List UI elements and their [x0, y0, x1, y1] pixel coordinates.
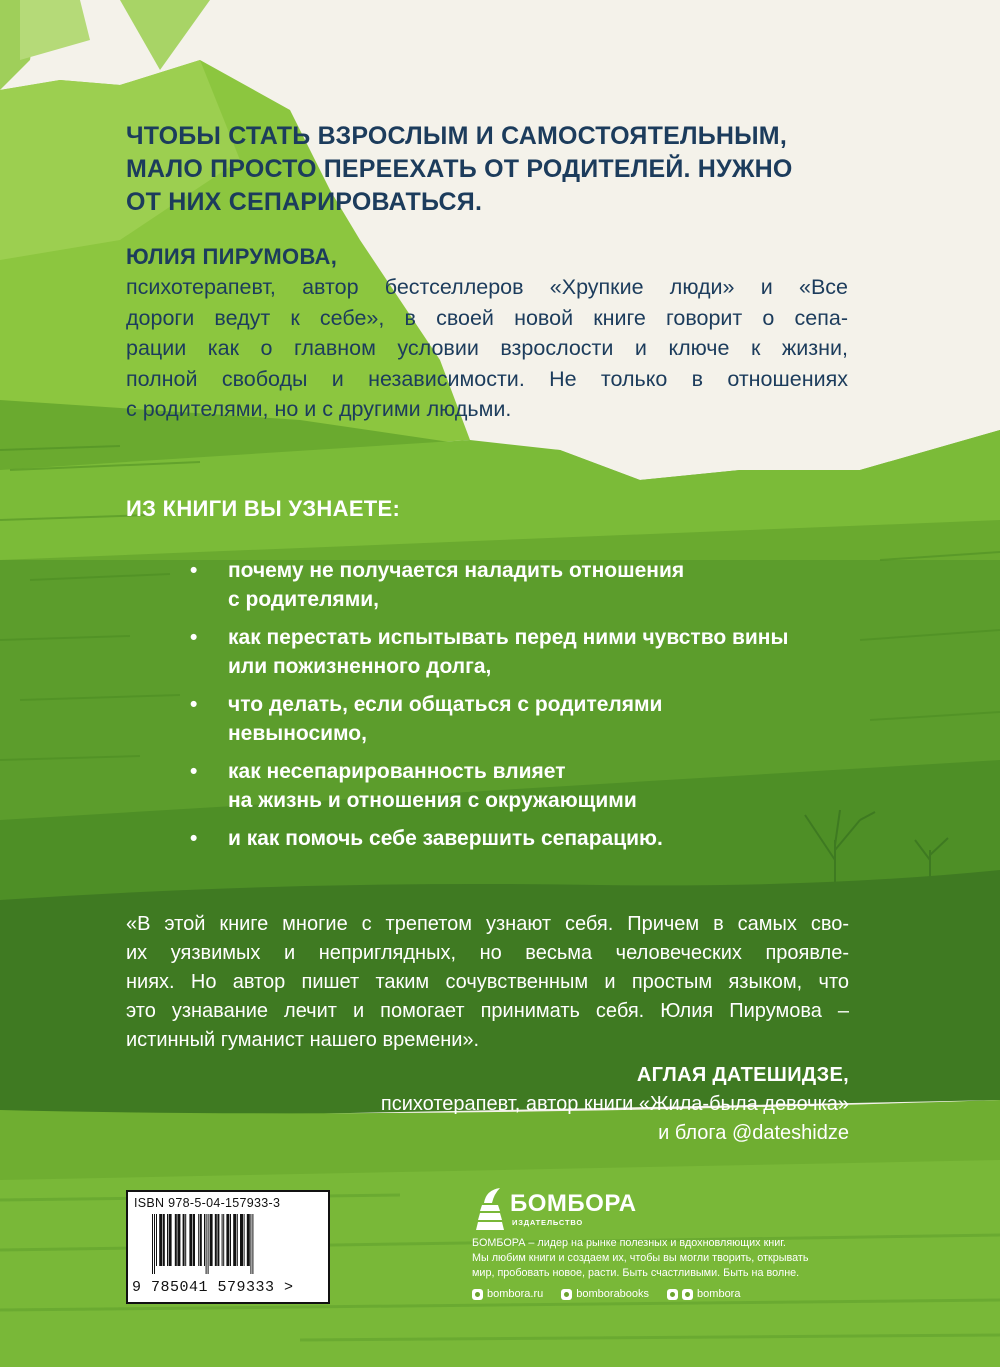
learn-list-item: [190, 556, 890, 614]
social-label: bombora.ru: [487, 1288, 544, 1300]
bombora-logo-icon: [472, 1186, 508, 1230]
publisher-sub: ИЗДАТЕЛЬСТВО: [512, 1218, 583, 1227]
publisher-description-line: Мы любим книги и создаем их, чтобы вы могли творить, открывать: [472, 1252, 809, 1264]
quote-line: их уязвимых и неприглядных, но весьма человеческих проявле-: [126, 942, 849, 964]
author-bio-line: психотерапевт, автор бестселлеров «Хрупкие люди» и «Все: [126, 275, 848, 299]
author-bio-line: рации как о главном условии взрослости и ключе к жизни,: [126, 336, 848, 360]
learn-item-line: невыносимо,: [228, 722, 367, 745]
tagline: [126, 120, 886, 219]
publisher-name: БОМБОРА: [510, 1190, 637, 1217]
bullet-icon: •: [190, 760, 198, 783]
isbn-barcode: [126, 1190, 330, 1304]
author-bio-line: дороги ведут к себе», в своей новой книге говорит о сепа-: [126, 305, 848, 330]
author-bio-line: полной свободы и независимости. Не только в отношениях: [126, 366, 848, 391]
review-quote: [126, 910, 849, 1055]
learn-heading: ИЗ КНИГИ ВЫ УЗНАЕТЕ:: [126, 496, 401, 521]
learn-item-line: почему не получается наладить отношения: [228, 559, 685, 582]
bullet-icon: •: [190, 693, 198, 716]
reviewer-name: АГЛАЯ ДАТЕШИДЗЕ,: [636, 1064, 849, 1086]
bullet-icon: •: [190, 626, 198, 649]
learn-list-item: [190, 824, 890, 853]
tagline-line: ЧТОБЫ СТАТЬ ВЗРОСЛЫМ И САМОСТОЯТЕЛЬНЫМ,: [126, 122, 787, 150]
tagline-line: ОТ НИХ СЕПАРИРОВАТЬСЯ.: [126, 188, 483, 216]
learn-list-item: [190, 690, 890, 748]
social-telegram[interactable]: [667, 1288, 740, 1300]
reviewer: [300, 1060, 849, 1148]
social-label: bombora: [697, 1288, 741, 1300]
social-label: bomborabooks: [576, 1288, 650, 1300]
globe-icon: [472, 1289, 483, 1300]
quote-line: это узнавание лечит и помогает принимать себя. Юлия Пирумова –: [126, 1000, 849, 1022]
quote-line: «В этой книге многие с трепетом узнают себя. Причем в самых сво-: [126, 913, 849, 935]
learn-item-line: или пожизненного долга,: [228, 655, 492, 678]
publisher-description: [472, 1236, 842, 1281]
isbn-digits: 9 785041 579333 >: [132, 1279, 294, 1296]
learn-list-item: [190, 757, 890, 815]
author-bio-line: с родителями, но и с другими людьми.: [126, 397, 512, 421]
bullet-icon: •: [190, 559, 198, 582]
learn-list-item: [190, 623, 890, 681]
social-site[interactable]: [472, 1288, 543, 1300]
reviewer-bio-line: психотерапевт, автор книги «Жила-была девочка»: [380, 1093, 849, 1115]
learn-item-line: что делать, если общаться с родителями: [228, 693, 663, 716]
telegram-icon: [682, 1289, 693, 1300]
publisher-description-line: БОМБОРА – лидер на рынке полезных и вдохновляющих книг.: [472, 1237, 786, 1249]
youtube-icon: [667, 1289, 678, 1300]
learn-item-line: как несепарированность влияет: [228, 760, 566, 783]
learn-item-line: и как помочь себе завершить сепарацию.: [228, 827, 663, 850]
author-bio: [126, 272, 848, 425]
isbn-label: ISBN 978-5-04-157933-3: [134, 1196, 281, 1210]
learn-item-line: с родителями,: [228, 588, 379, 611]
learn-item-line: как перестать испытывать перед ними чувство вины: [228, 626, 789, 649]
learn-item-line: на жизнь и отношения с окружающими: [228, 789, 637, 812]
quote-line: истинный гуманист нашего времени».: [126, 1029, 480, 1051]
reviewer-bio-line: и блога @dateshidze: [658, 1122, 849, 1144]
publisher-socials: [472, 1288, 740, 1300]
reviewer-bio: [300, 1090, 849, 1148]
author-name: ЮЛИЯ ПИРУМОВА,: [126, 244, 338, 269]
quote-line: ниях. Но автор пишет таким сочувственным и простым языком, что: [126, 971, 849, 993]
bullet-icon: •: [190, 827, 198, 850]
learn-list: [190, 556, 890, 862]
social-vk[interactable]: [561, 1288, 649, 1300]
vk-icon: [561, 1289, 572, 1300]
barcode-icon: [150, 1214, 310, 1274]
publisher-description-line: мир, пробовать новое, расти. Быть счастливыми. Быть на волне.: [472, 1267, 800, 1279]
tagline-line: МАЛО ПРОСТО ПЕРЕЕХАТЬ ОТ РОДИТЕЛЕЙ. НУЖНО: [126, 155, 793, 183]
